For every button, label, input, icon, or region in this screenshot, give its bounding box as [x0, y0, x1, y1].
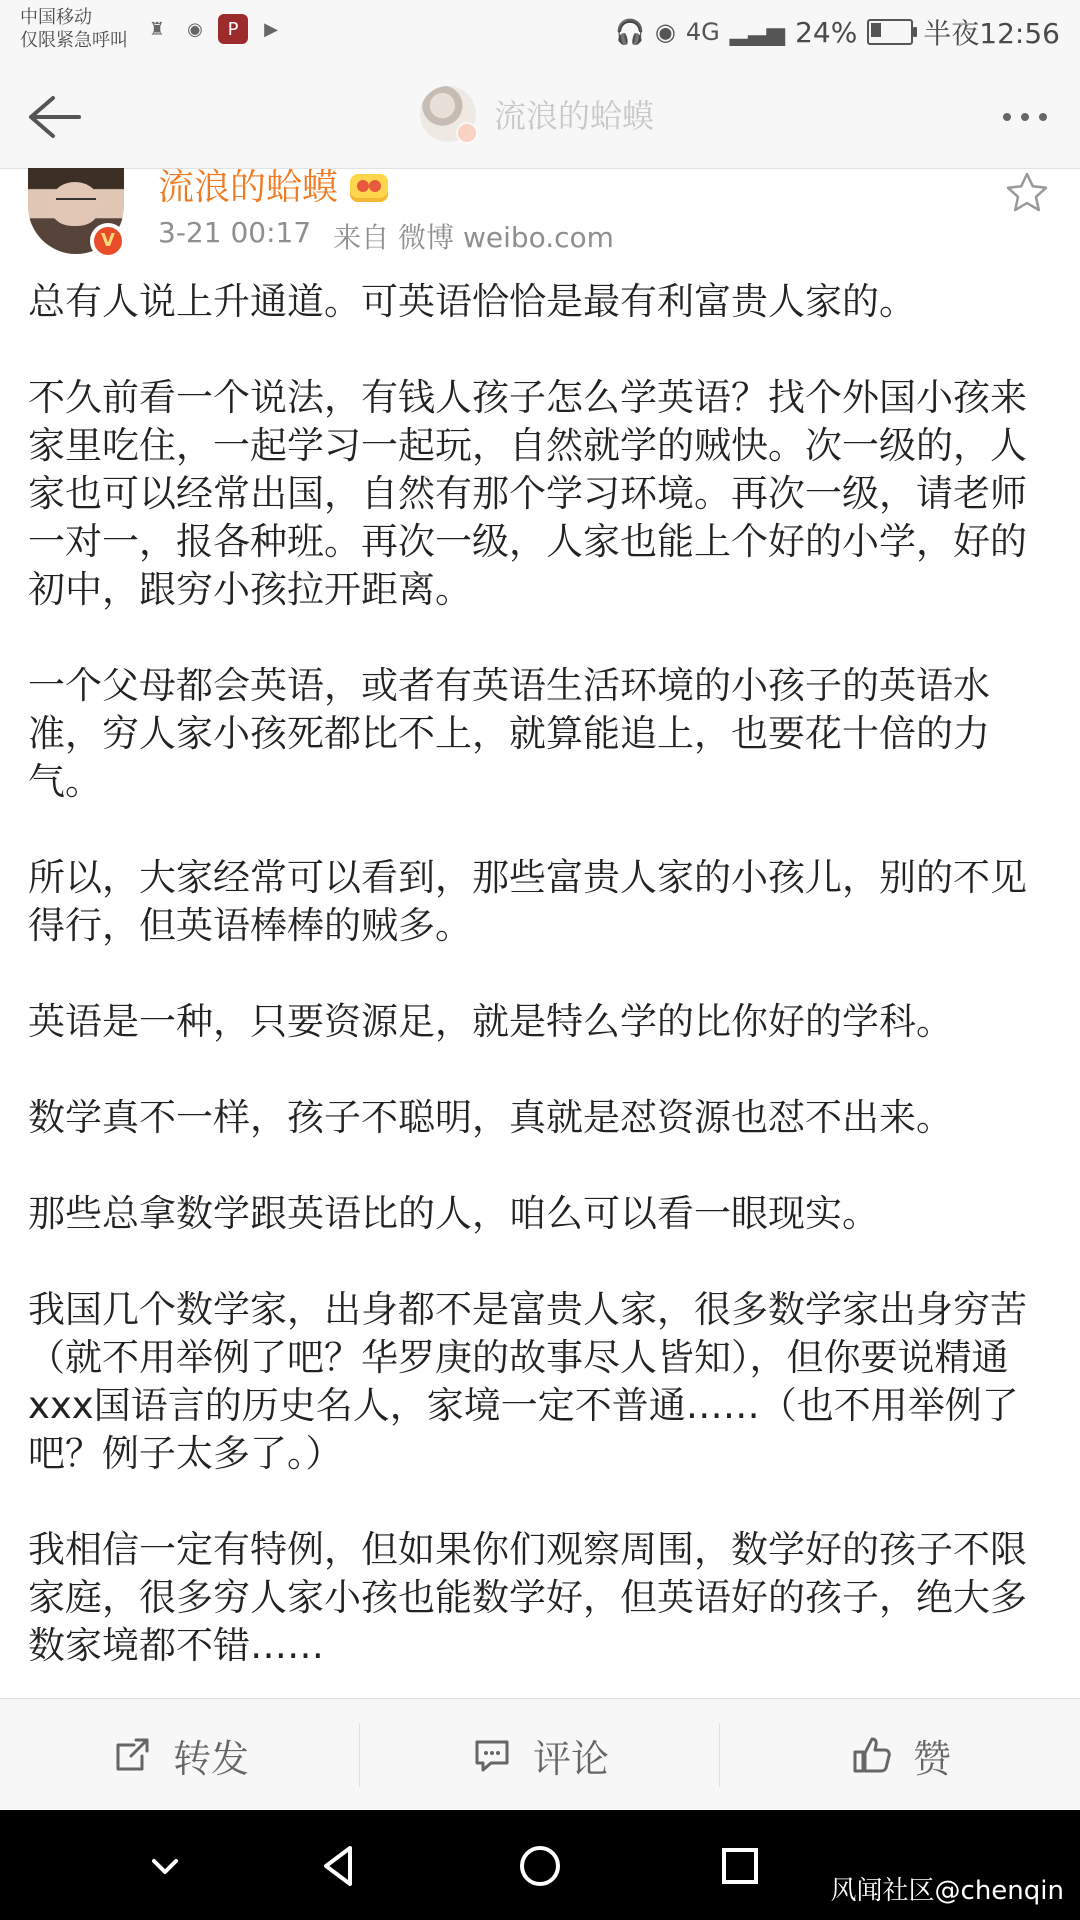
battery-level-fill — [871, 23, 881, 37]
system-back-button[interactable] — [310, 1836, 370, 1896]
triangle-back-icon — [314, 1840, 366, 1892]
play-app-icon: ▶ — [264, 18, 278, 40]
headphones-icon: 🎧 — [614, 18, 645, 46]
like-label: 赞 — [912, 1736, 951, 1781]
post-paragraph: 我国几个数学家，出身都不是富贵人家，很多数学家出身穷苦（就不用举例了吧？华罗庚的故事尽人皆知），但你要说精通xxx国语言的历史名人，家境一定不普通……（也不用举例了吧？例子太多了。） — [28, 1288, 1027, 1475]
post-paragraph: 不久前看一个说法，有钱人孩子怎么学英语？找个外国小孩来家里吃住，一起学习一起玩，自然就学的贼快。次一级的，人家也可以经常出国，自然有那个学习环境。再次一级，请老师一对一，报各种班。再次一级，人家也能上个好的小学，好的初中，跟穷小孩拉开距离。 — [28, 376, 1027, 611]
status-bar — [0, 0, 1080, 62]
recent-apps-button[interactable] — [710, 1836, 770, 1896]
top-navigation — [0, 62, 1080, 169]
notification-icons — [142, 14, 286, 44]
more-dot-icon — [1003, 113, 1011, 121]
author-name[interactable]: 流浪的蛤蟆 — [158, 167, 339, 208]
favorite-star-icon[interactable] — [1004, 170, 1050, 216]
member-badge-icon — [350, 174, 388, 202]
collapse-nav-button[interactable] — [135, 1836, 195, 1896]
like-button[interactable] — [720, 1699, 1080, 1811]
post-meta — [158, 216, 614, 256]
header-user[interactable] — [420, 86, 654, 142]
video-app-icon: P — [218, 14, 248, 44]
signal-icon: ▂▃▅ — [729, 18, 786, 46]
clock: 半夜12:56 — [923, 17, 1060, 50]
emergency-call-status: 仅限紧急呼叫 — [20, 30, 128, 51]
back-button[interactable] — [18, 82, 88, 152]
repost-label: 转发 — [172, 1736, 249, 1781]
share-square-icon — [111, 1734, 153, 1776]
post-content — [28, 278, 1052, 1678]
username-row — [158, 166, 388, 210]
status-right — [615, 12, 1060, 52]
post-paragraph: 那些总拿数学跟英语比的人，咱么可以看一眼现实。 — [28, 1192, 879, 1235]
carrier-name: 中国移动 — [20, 7, 92, 28]
system-navigation-bar — [0, 1810, 1080, 1920]
battery-icon — [867, 19, 913, 45]
home-button[interactable] — [510, 1836, 570, 1896]
post-actions — [0, 1698, 1080, 1811]
post-paragraph: 一个父母都会英语，或者有英语生活环境的小孩子的英语水准，穷人家小孩死都比不上，就算能追上，也要花十倍的力气。 — [28, 664, 990, 803]
header-verified-icon — [456, 122, 478, 144]
comment-label: 评论 — [532, 1736, 609, 1781]
post-source: 来自 微博 weibo.com — [333, 221, 614, 254]
carrier-info — [20, 6, 128, 52]
thumb-up-icon — [849, 1733, 893, 1777]
chevron-down-icon — [144, 1845, 186, 1887]
post-paragraph: 所以，大家经常可以看到，那些富贵人家的小孩儿，别的不见得行，但英语棒棒的贼多。 — [28, 856, 1027, 947]
post-time: 3-21 00:17 — [158, 216, 312, 249]
post-paragraph: 总有人说上升通道。可英语恰恰是最有利富贵人家的。 — [28, 280, 916, 323]
post-paragraph: 英语是一种，只要资源足，就是特么学的比你好的学科。 — [28, 1000, 953, 1043]
header-avatar — [420, 86, 476, 142]
avatar-glasses — [56, 198, 96, 210]
eye-icon: ◉ — [654, 18, 676, 46]
more-dot-icon — [1039, 113, 1047, 121]
post-paragraph: 数学真不一样，孩子不聪明，真就是怼资源也怼不出来。 — [28, 1096, 953, 1139]
post-header — [0, 168, 1080, 266]
battery-percent: 24% — [795, 15, 858, 49]
hotspot-icon: ◉ — [187, 18, 203, 40]
square-recents-icon — [714, 1840, 766, 1892]
repost-button[interactable] — [0, 1699, 360, 1811]
more-button[interactable] — [990, 82, 1060, 152]
watermark-text: 风闻社区@chenqin — [830, 1876, 1064, 1906]
circle-home-icon — [514, 1840, 566, 1892]
comment-button[interactable] — [360, 1699, 720, 1811]
more-dot-icon — [1021, 113, 1029, 121]
post-paragraph: 我相信一定有特例，但如果你们观察周围，数学好的孩子不限家庭，很多穷人家小孩也能数学好，但英语好的孩子，绝大多数家境都不错…… — [28, 1528, 1027, 1667]
header-title: 流浪的蛤蟆 — [494, 97, 655, 135]
chat-bubble-icon — [471, 1734, 513, 1776]
network-type-icon: 4G — [685, 18, 720, 46]
arrow-left-icon — [23, 92, 83, 142]
castle-app-icon: ♜ — [148, 18, 166, 40]
verified-icon: V — [90, 223, 126, 259]
